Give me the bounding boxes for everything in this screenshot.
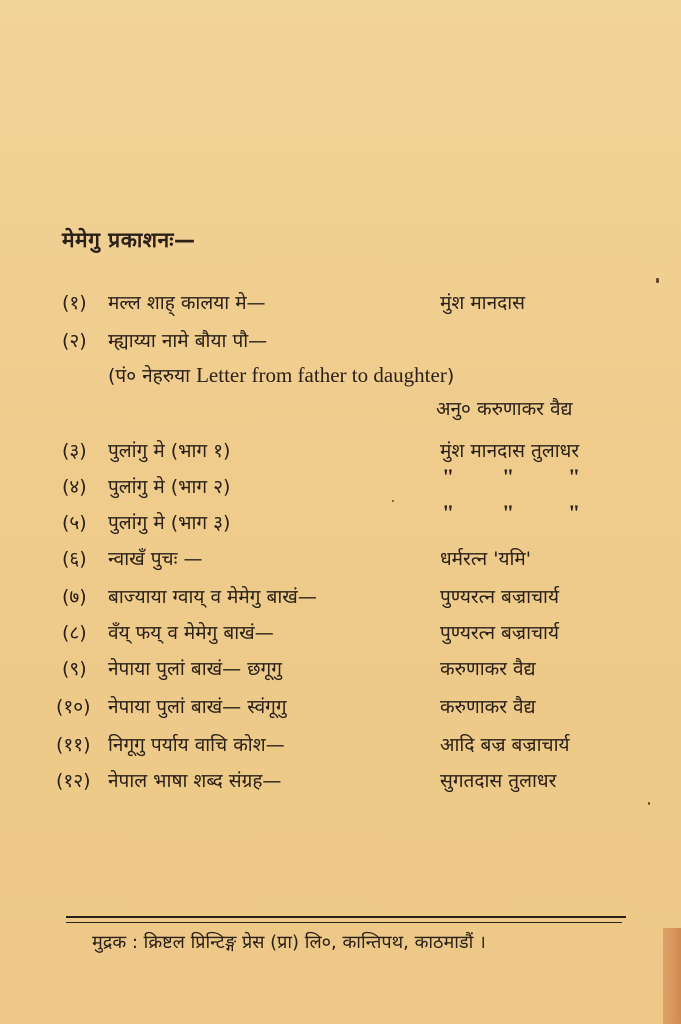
book-author: आदि बज्र बज्राचार्य: [440, 734, 570, 756]
book-entry-9: [0, 652, 681, 686]
ditto-mark: ": [502, 500, 515, 525]
book-entry-11: [0, 728, 681, 762]
paper-speck: [648, 802, 650, 805]
entry-number: (१०): [56, 696, 91, 718]
note-prefix: (पं० नेहरुया: [108, 365, 197, 387]
book-entry-3: [0, 434, 681, 468]
entry-number: (११): [56, 734, 91, 756]
footer-rule-top: [66, 916, 626, 918]
entry-number: (६): [62, 548, 87, 570]
book-author: मुंश मानदास तुलाधर: [440, 440, 580, 462]
ditto-mark: ": [502, 464, 515, 489]
book-author: मुंश मानदास: [440, 292, 526, 314]
book-entry-8: [0, 616, 681, 650]
paper-speck: [656, 278, 659, 283]
ditto-mark: ": [568, 500, 581, 525]
book-entry-10: [0, 690, 681, 724]
book-author: करुणाकर वैद्य: [440, 696, 536, 718]
ditto-mark: ": [442, 464, 455, 489]
book-entry-12: [0, 764, 681, 798]
book-title: मल्ल शाह् कालया मे—: [108, 292, 266, 314]
note-suffix: ): [446, 365, 455, 387]
book-entry-1: [0, 286, 681, 320]
paper-speck: [392, 500, 394, 502]
entry-number: (३): [62, 440, 87, 462]
book-title: न्वाखँ पुचः —: [108, 548, 203, 570]
ditto-mark: ": [568, 464, 581, 489]
book-title: नेपाया पुलां बाखं— छगूगु: [108, 658, 282, 680]
entry-number: (७): [62, 586, 87, 608]
publications-heading: मेमेगु प्रकाशनः—: [62, 228, 196, 252]
entry-number: (८): [62, 622, 87, 644]
printer-credit: मुद्रक : क्रिष्टल प्रिन्टिङ्ग प्रेस (प्रा) लि०, कान्तिपथ, काठमाडौं ।: [92, 932, 486, 953]
book-entry-6: [0, 542, 681, 576]
book-entry-2-note: [108, 358, 454, 393]
book-entry-2-translator: अनु० करुणाकर वैद्य: [436, 398, 573, 420]
book-title: पुलांगु मे (भाग १): [108, 440, 231, 462]
note-english-title: Letter from father to daughter: [196, 363, 447, 387]
book-title: नेपाया पुलां बाखं— स्वंगूगु: [108, 696, 287, 718]
book-author: पुण्यरत्न बज्राचार्य: [440, 622, 559, 644]
book-title: निगूगु पर्याय वाचि कोश—: [108, 734, 285, 756]
entry-number: (१२): [56, 770, 91, 792]
book-author: करुणाकर वैद्य: [440, 658, 536, 680]
book-author: सुगतदास तुलाधर: [440, 770, 557, 792]
book-title: नेपाल भाषा शब्द संग्रह—: [108, 770, 282, 792]
entry-number: (१): [62, 292, 87, 314]
book-title: पुलांगु मे (भाग २): [108, 476, 231, 498]
entry-number: (९): [62, 658, 87, 680]
footer-rule-bottom: [66, 922, 622, 923]
book-title: म्ह्याय्या नामे बौया पौ—: [108, 330, 268, 352]
book-author: पुण्यरत्न बज्राचार्य: [440, 586, 559, 608]
ditto-mark: ": [442, 500, 455, 525]
entry-number: (५): [62, 512, 87, 534]
entry-number: (४): [62, 476, 87, 498]
book-spine-edge: [663, 928, 681, 1024]
book-title: बाज्याया ग्वाय् व मेमेगु बाखं—: [108, 586, 317, 608]
book-title: पुलांगु मे (भाग ३): [108, 512, 231, 534]
book-title: वँय् फय् व मेमेगु बाखं—: [108, 622, 274, 644]
entry-number: (२): [62, 330, 87, 352]
book-entry-2: [0, 324, 681, 358]
book-entry-7: [0, 580, 681, 614]
book-author: धर्मरत्न 'यमि': [440, 548, 531, 570]
